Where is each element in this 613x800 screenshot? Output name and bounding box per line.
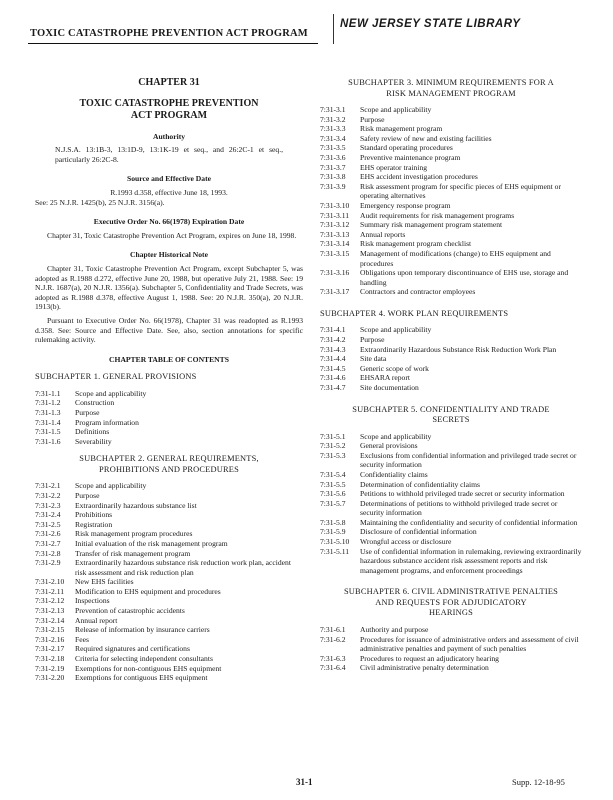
toc-entry [35,418,303,428]
section-number: 7:31-5.3 [320,450,346,460]
chapter-title-line: ACT PROGRAM [130,109,208,121]
toc-entry [320,105,582,115]
section-number: 7:31-3.14 [320,239,350,249]
toc-list [35,389,303,447]
section-title: Determination of confidentiality claims [360,479,480,489]
section-title: Risk assessment program for specific pieces of EHS equipment or operating alternatives [360,181,561,201]
section-number: 7:31-3.7 [320,162,346,172]
section-number: 7:31-5.4 [320,469,346,479]
section-title: Annual reports [360,229,406,239]
section-title: Procedures to request an adjudicatory hearing [360,653,499,663]
toc-list [320,105,582,297]
section-title: Purpose [360,114,385,124]
toc-entry [320,153,582,163]
section-title: General provisions [360,441,418,451]
section-title: Purpose [75,490,100,500]
chapter-title-line: TOXIC CATASTROPHE PREVENTION [79,97,259,109]
stamp-bar [333,14,334,44]
page-number: 31-1 [296,777,313,787]
toc-entry [35,520,303,530]
section-number: 7:31-6.2 [320,634,346,644]
toc-entry [320,537,582,547]
section-title: Transfer of risk management program [75,548,191,558]
section-title: Civil administrative penalty determination [360,663,489,673]
toc-entry [35,398,303,408]
section-number: 7:31-5.7 [320,498,346,508]
running-head: TOXIC CATASTROPHE PREVENTION ACT PROGRAM [30,28,308,39]
section-title: Prohibitions [75,510,113,520]
source-text: See: 25 N.J.R. 1425(b), 25 N.J.R. 3156(a). [35,197,165,207]
section-title: Wrongful access or disclosure [360,537,452,547]
exec-order-text: Chapter 31, Toxic Catastrophe Prevention Act Program, expires on June 18, 1998. [47,230,297,240]
source-text: R.1993 d.358, effective June 18, 1993. [110,187,228,197]
subchapter-title [320,587,582,619]
toc-entry [320,383,582,393]
section-number: 7:31-2.20 [35,673,65,683]
toc-entry [35,389,303,399]
subchapter-title [320,78,582,99]
section-title: Required signatures and certifications [75,644,190,654]
section-title: Purpose [360,334,385,344]
toc-entry [320,480,582,490]
toc-list [320,432,582,576]
section-number: 7:31-3.8 [320,172,346,182]
section-title: Scope and applicability [360,105,432,114]
toc-entry [320,663,582,673]
section-number: 7:31-5.5 [320,479,346,489]
section-number: 7:31-2.10 [35,577,65,587]
section-number: 7:31-2.15 [35,625,65,635]
section-title: Procedures for issuance of administrative orders and assessment of civil administrative penalties and payment of such penalties [360,634,579,654]
section-title: Release of information by insurance carriers [75,625,210,635]
section-title: Scope and applicability [360,325,432,335]
toc-entry [320,635,582,654]
section-title: Severability [75,436,112,446]
section-title: Emergency response program [360,200,451,210]
section-title: Criteria for selecting independent consultants [75,654,213,664]
section-number: 7:31-3.4 [320,133,346,143]
section-number: 7:31-5.2 [320,441,346,451]
toc-entry [35,577,303,587]
toc-entry [320,325,582,335]
chapter-title [35,98,303,122]
section-title: Contractors and contractor employees [360,287,476,297]
historical-note-text: Chapter 31, Toxic Catastrophe Prevention Act Program, except Subchapter 5, was adopted as R.1988 d.272, effective June 20, 1988, but operative July 21, 1988. See: 19 N.J.R. 1687(a), 20 N.J.R. 1356(a). Subchapter 5, Confidentiality and Trade Secrets, was adopted as R.1988 d.378, effective August 1, 1988. See: 20 N.J.R. 350(a), 20 N.J.R. 1913(b). [35,263,303,312]
section-title: Extraordinarily hazardous substance risk reduction work plan, accident risk assessment and risk reduction plan [75,558,291,577]
section-number: 7:31-2.18 [35,654,65,664]
subchapter-title [320,405,582,426]
section-title: Risk management program checklist [360,239,472,249]
toc-entry [35,481,303,491]
toc-entry [320,499,582,518]
section-number: 7:31-2.6 [35,529,61,539]
toc-entry [320,239,582,249]
subchapter-title-line: AND REQUESTS FOR ADJUDICATORY [375,597,527,607]
toc-entry [320,654,582,664]
section-title: Management of modifications (change) to EHS equipment and procedures [360,248,551,268]
section-number: 7:31-5.10 [320,537,350,547]
section-title: Confidentiality claims [360,469,428,479]
historical-note-heading: Chapter Historical Note [130,250,208,260]
section-number: 7:31-2.19 [35,663,65,673]
section-number: 7:31-1.3 [35,407,61,417]
toc-entry [320,470,582,480]
section-number: 7:31-2.1 [35,481,61,491]
section-title: Inspections [75,596,110,606]
section-number: 7:31-3.9 [320,181,346,191]
section-title: Initial evaluation of the risk management program [75,538,228,548]
section-title: Safety review of new and existing facilities [360,133,492,143]
subchapter-title-line: PROHIBITIONS AND PROCEDURES [99,464,239,474]
section-number: 7:31-4.7 [320,382,346,392]
toc-entry [320,124,582,134]
section-title: Determinations of petitions to withhold privileged trade secret or security information [360,498,558,518]
section-number: 7:31-3.13 [320,229,350,239]
chapter-number: CHAPTER 31 [138,77,200,88]
toc-entry [35,558,303,577]
section-number: 7:31-3.2 [320,114,346,124]
section-number: 7:31-2.14 [35,615,65,625]
section-title: Annual report [75,615,118,625]
toc-entry [35,427,303,437]
section-title: Exemptions for non-contiguous EHS equipment [75,663,222,673]
section-number: 7:31-3.12 [320,220,350,230]
historical-note-text: Pursuant to Executive Order No. 66(1978), Chapter 31 was readopted as R.1993 d.358. See: Source and Effective Date. See, also, section annotations for specific rulemaking activity. [35,315,303,345]
section-title: Generic scope of work [360,363,429,373]
toc-entry [35,673,303,683]
section-title: Standard operating procedures [360,143,453,153]
toc-entry [320,115,582,125]
section-title: EHS operator training [360,162,428,172]
section-number: 7:31-6.3 [320,653,346,663]
subchapter-title-line: SUBCHAPTER 6. CIVIL ADMINISTRATIVE PENALTIES [343,587,559,597]
subchapter-title: SUBCHAPTER 1. GENERAL PROVISIONS [35,372,197,382]
section-title: Construction [75,398,115,408]
toc-entry [35,625,303,635]
section-number: 7:31-1.6 [35,436,61,446]
authority-heading: Authority [152,131,186,141]
section-title: Extraordinarily hazardous substance list [75,500,197,510]
subchapter-title-line: SUBCHAPTER 3. MINIMUM REQUIREMENTS FOR A [348,78,554,87]
section-title: Site data [360,354,387,364]
section-number: 7:31-5.11 [320,546,350,556]
toc-entry [320,345,582,355]
subchapter-title [35,454,303,475]
section-title: Modification to EHS equipment and procedures [75,586,221,596]
toc-entry [320,527,582,537]
toc-entry [320,211,582,221]
subchapter-title-line: HEARINGS [429,608,473,618]
toc-entry [320,143,582,153]
toc-entry [35,654,303,664]
authority-text: N.J.S.A. 13:1B-3, 13:1D-9, 13:1K-19 et seq., and 26:2C-1 et seq., particularly 26:2C-8. [55,145,283,164]
section-title: Fees [75,634,89,644]
toc-entry [35,596,303,606]
section-number: 7:31-2.7 [35,538,61,548]
section-number: 7:31-2.5 [35,519,61,529]
toc-heading: CHAPTER TABLE OF CONTENTS [109,354,229,364]
section-number: 7:31-3.6 [320,152,346,162]
section-number: 7:31-2.8 [35,548,61,558]
toc-entry [320,518,582,528]
section-title: Exclusions from confidential information and privileged trade secret or security information [360,450,577,470]
section-title: New EHS facilities [75,577,134,587]
header-rule [28,43,318,44]
section-number: 7:31-3.15 [320,248,350,258]
section-number: 7:31-3.11 [320,210,350,220]
section-number: 7:31-1.5 [35,427,61,437]
subchapter-title-line: RISK MANAGEMENT PROGRAM [386,88,516,98]
section-number: 7:31-2.17 [35,644,65,654]
left-column [35,78,303,683]
toc-entry [35,408,303,418]
section-number: 7:31-4.2 [320,334,346,344]
toc-entry [35,635,303,645]
toc-entry [320,220,582,230]
toc-entry [35,529,303,539]
subchapter-title-line: SUBCHAPTER 5. CONFIDENTIALITY AND TRADE [352,404,550,414]
section-number: 7:31-2.12 [35,596,65,606]
toc-entry [35,664,303,674]
section-title: Extraordinarily Hazardous Substance Risk Reduction Work Plan [360,344,557,354]
section-number: 7:31-4.1 [320,325,346,335]
toc-list [320,625,582,673]
section-number: 7:31-2.4 [35,510,61,520]
toc-entry [320,134,582,144]
section-title: Scope and applicability [75,388,147,398]
exec-order-heading: Executive Order No. 66(1978) Expiration Date [93,217,245,227]
toc-entry [35,587,303,597]
toc-entry [35,510,303,520]
section-title: Summary risk management program statement [360,220,503,230]
toc-entry [35,437,303,447]
section-number: 7:31-3.3 [320,124,346,134]
section-number: 7:31-6.4 [320,663,346,673]
section-number: 7:31-1.2 [35,398,61,408]
toc-entry [320,249,582,268]
toc-entry [320,364,582,374]
section-number: 7:31-5.8 [320,517,346,527]
source-heading: Source and Effective Date [126,174,211,184]
section-title: Maintaining the confidentiality and security of confidential information [360,517,578,527]
section-number: 7:31-4.6 [320,373,346,383]
toc-entry [35,616,303,626]
subchapter-title-line: SECRETS [432,415,470,425]
section-title: Petitions to withhold privileged trade secret or security information [360,489,565,499]
section-number: 7:31-1.4 [35,417,61,427]
section-number: 7:31-3.16 [320,268,350,278]
toc-list [320,325,582,392]
section-number: 7:31-1.1 [35,388,61,398]
section-title: Scope and applicability [360,431,432,441]
toc-entry [320,335,582,345]
toc-entry [35,501,303,511]
section-title: Authority and purpose [360,624,429,634]
toc-entry [35,539,303,549]
section-number: 7:31-4.5 [320,363,346,373]
subchapter-title: SUBCHAPTER 4. WORK PLAN REQUIREMENTS [320,308,509,318]
section-title: Site documentation [360,382,419,392]
toc-entry [35,491,303,501]
section-number: 7:31-5.6 [320,489,346,499]
section-title: Registration [75,519,113,529]
section-title: Obligations upon temporary discontinuance of EHS use, storage and handling [360,268,569,287]
toc-entry [35,606,303,616]
toc-entry [320,354,582,364]
toc-entry [35,644,303,654]
toc-entry [320,547,582,576]
section-title: Definitions [75,427,110,437]
toc-list [35,481,303,682]
section-title: Scope and applicability [75,481,147,491]
section-title: EHSARA report [360,373,410,383]
toc-entry [320,182,582,201]
section-number: 7:31-2.2 [35,490,61,500]
toc-entry [320,625,582,635]
section-number: 7:31-2.16 [35,634,65,644]
section-number: 7:31-4.3 [320,344,346,354]
section-title: Preventive maintenance program [360,152,461,162]
section-title: Exemptions for contiguous EHS equipment [75,673,208,683]
section-number: 7:31-5.9 [320,527,346,537]
toc-entry [320,201,582,211]
section-title: Use of confidential information in rulemaking, reviewing extraordinarily hazardous substance accident risk assessment reports and risk management programs, and enforcement proceedings [360,546,582,575]
toc-entry [320,373,582,383]
section-title: Risk management program [360,124,443,134]
toc-entry [320,489,582,499]
toc-entry [320,230,582,240]
section-title: Prevention of catastrophic accidents [75,606,185,616]
section-title: EHS accident investigation procedures [360,172,478,182]
section-title: Purpose [75,407,100,417]
section-title: Audit requirements for risk management programs [360,210,515,220]
section-title: Risk management program procedures [75,529,193,539]
toc-entry [320,287,582,297]
toc-entry [320,432,582,442]
toc-entry [320,451,582,470]
section-number: 7:31-3.17 [320,287,350,297]
section-number: 7:31-5.1 [320,431,346,441]
section-number: 7:31-3.1 [320,105,346,114]
section-number: 7:31-2.11 [35,586,65,596]
section-number: 7:31-2.3 [35,500,61,510]
section-number: 7:31-3.5 [320,143,346,153]
section-number: 7:31-2.9 [35,558,61,568]
section-number: 7:31-4.4 [320,354,346,364]
section-title: Disclosure of confidential information [360,527,477,537]
section-title: Program information [75,417,139,427]
section-number: 7:31-6.1 [320,624,346,634]
library-stamp: NEW JERSEY STATE LIBRARY [340,18,521,30]
right-column [320,78,582,673]
toc-entry [320,163,582,173]
toc-entry [320,268,582,287]
section-number: 7:31-2.13 [35,606,65,616]
toc-entry [35,549,303,559]
section-number: 7:31-3.10 [320,200,350,210]
supplement-date: Supp. 12-18-95 [512,777,565,787]
toc-entry [320,441,582,451]
subchapter-title-line: SUBCHAPTER 2. GENERAL REQUIREMENTS, [79,454,259,464]
toc-entry [320,172,582,182]
